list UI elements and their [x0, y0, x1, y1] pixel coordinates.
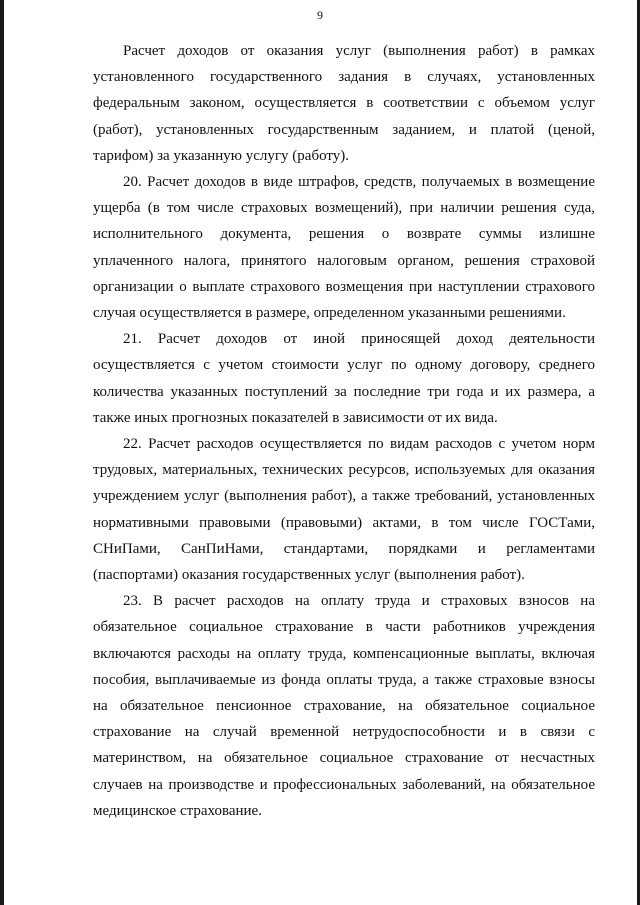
- paragraph-22-expense-calculation: 22. Расчет расходов осуществляется по видам расходов с учетом норм трудовых, материальных, технических ресурсов, используемых для оказания учреждением услуг (выполнения работ), а также требований, установленных нормативными правовыми (правовыми) актами, в том числе ГОСТами, СНиПами, СанПиНами, стандартами, порядками и регламентами (паспортами) оказания государственных услуг (выполнения работ).: [93, 436, 595, 584]
- paragraph-21-other-income: 21. Расчет доходов от иной приносящей доход деятельности осуществляется с учетом стоимости услуг по одному договору, среднего количества указанных поступлений за последние три года и их размера, а также иных прогнозных показателей в зависимости от их вида.: [93, 331, 595, 426]
- paragraph-20-fines-revenue: 20. Расчет доходов в виде штрафов, средств, получаемых в возмещение ущерба (в том числе страховых возмещений), при наличии решения суда, исполнительного документа, решения о возврате суммы излишне уплаченного налога, принятого налоговым органом, решения страховой организации о выплате страхового возмещения при наступлении страхового случая осуществляется в размере, определенном указанными решениями.: [93, 174, 595, 322]
- paragraph-revenue-state-assignment: Расчет доходов от оказания услуг (выполнения работ) в рамках установленного государственного задания в случаях, установленных федеральным законом, осуществляется в соответствии с объемом услуг (работ), установленных государственным заданием, и платой (ценой, тарифом) за указанную услугу (работу).: [93, 43, 595, 164]
- paragraph-23-labor-costs: 23. В расчет расходов на оплату труда и страховых взносов на обязательное социальное страхование в части работников учреждения включаются расходы на оплату труда, компенсационные выплаты, включая пособия, выплачиваемые из фонда оплаты труда, а также страховые взносы на обязательное пенсионное страхование, на обязательное социальное страхование на случай временной нетрудоспособности и в связи с материнством, на обязательное социальное страхование от несчастных случаев на производстве и профессиональных заболеваний, на обязательное медицинское страхование.: [93, 593, 595, 819]
- page-number: 9: [317, 8, 323, 22]
- document-body: [93, 38, 595, 824]
- page-edge-left: [0, 0, 4, 905]
